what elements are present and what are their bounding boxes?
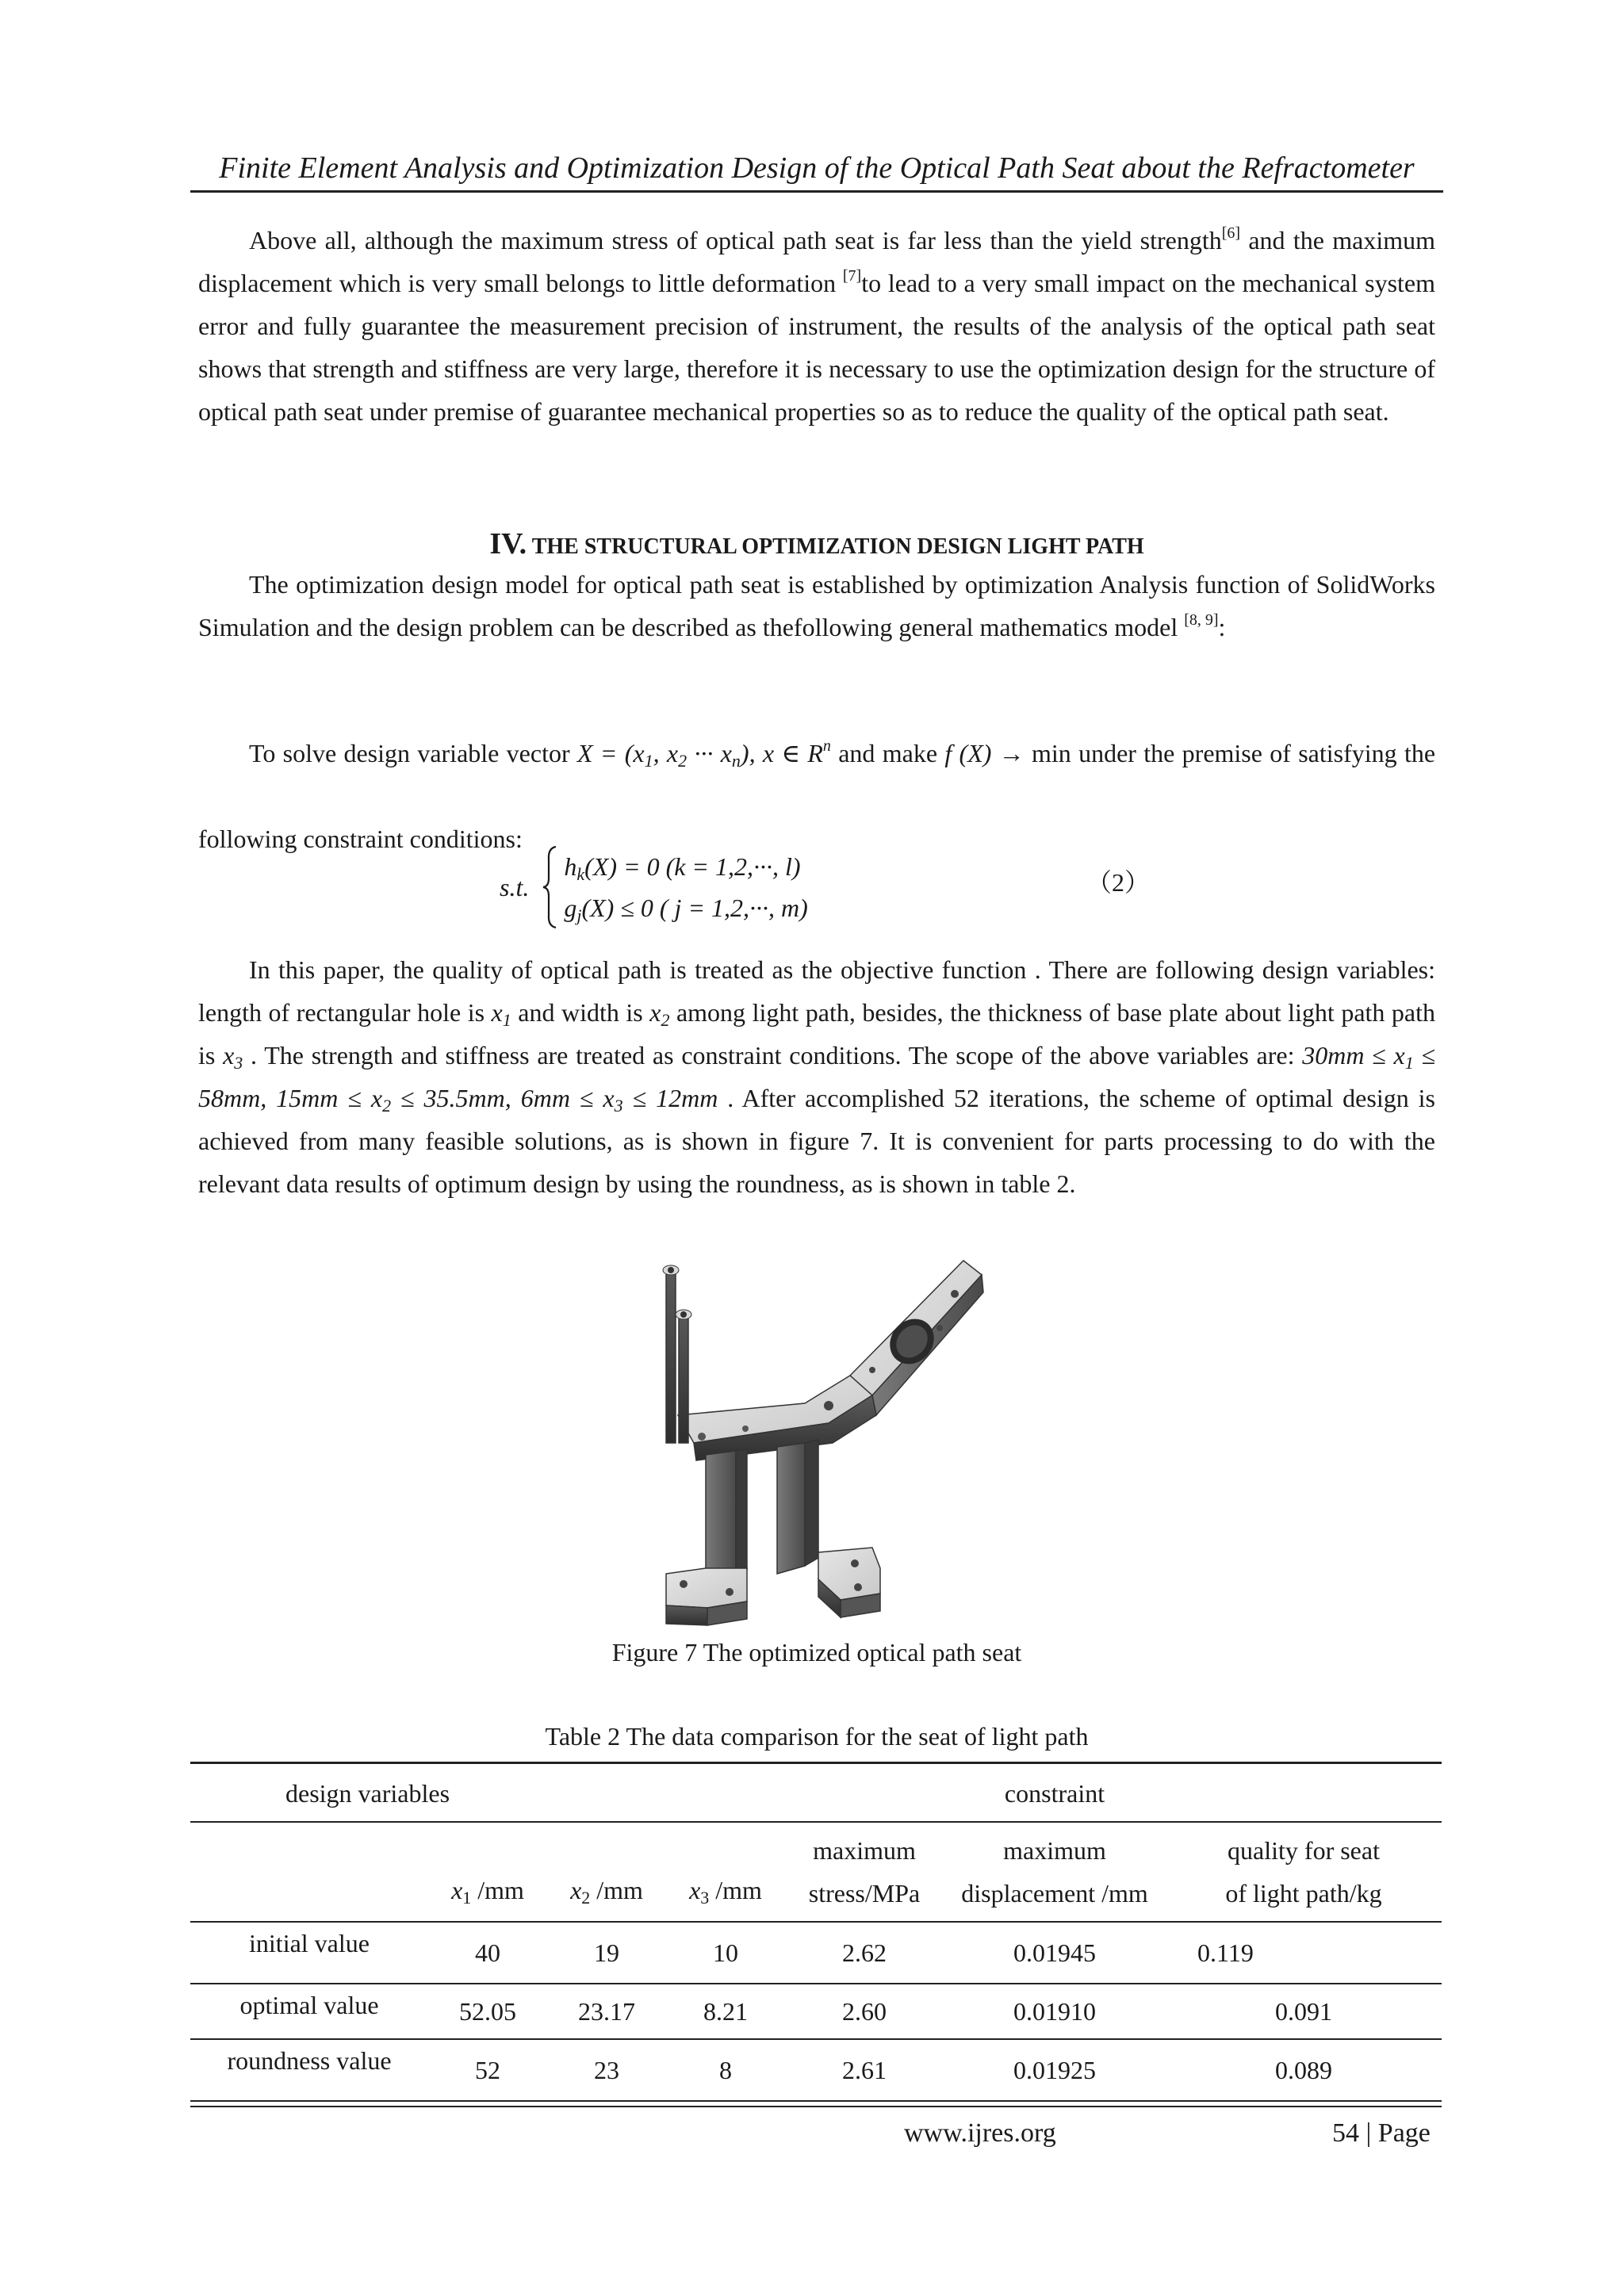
para3-text-a: To solve design variable vector <box>249 739 577 767</box>
para3-text-c: min under the premise of satisfying the following constraint conditions: <box>198 739 1436 853</box>
citation-6: [6] <box>1221 224 1241 242</box>
table-group-header-row <box>190 1766 1442 1822</box>
optical-path-seat-figure <box>634 1253 1015 1633</box>
objective-expression: f (X) → <box>944 739 1032 767</box>
cell-displacement: 0.01945 <box>1013 1938 1096 1967</box>
footer-divider <box>190 2106 1442 2107</box>
section-heading <box>198 526 1435 561</box>
table-column-header-row <box>190 1822 1442 1922</box>
group-design-variables: design variables <box>285 1779 450 1808</box>
col-header-quality: quality for seat of light path/kg <box>1225 1836 1382 1908</box>
cell-x1: 52.05 <box>459 1996 516 2026</box>
para1-text-c: to lead to a very small impact on the mechanical system error and fully guarantee the measurement precision of instrument, the results of the analysis of the optical path seat shows that strength and stiffness are very large, therefore it is necessary to use the optimization design for the structure of optical path seat under premise of guarantee mechanical properties so as to reduce the quality of the optical path seat. <box>198 269 1436 426</box>
data-comparison-table <box>190 1766 1442 2102</box>
citation-8-9: [8, 9] <box>1184 611 1219 629</box>
cell-quality: 0.089 <box>1275 2055 1332 2084</box>
cell-displacement: 0.01910 <box>1013 1996 1096 2026</box>
var-x1: $x_1$ <box>491 998 511 1030</box>
table-row <box>190 2039 1442 2101</box>
vector-x-expression: $X = (x_1$, $x_2$ ··· $x_n$), x ∈ $R^n$ <box>576 737 831 771</box>
header-divider <box>190 190 1443 193</box>
cell-stress: 2.61 <box>842 2055 887 2084</box>
table-caption: Table 2 The data comparison for the seat of light path <box>545 1722 1089 1751</box>
constraint-equation <box>500 844 808 931</box>
group-constraint: constraint <box>1004 1779 1105 1808</box>
table-row <box>190 1922 1442 1984</box>
subject-to-label: s.t. <box>500 872 530 901</box>
equation-number: （2） <box>1086 868 1151 897</box>
cell-stress: 2.62 <box>842 1938 887 1967</box>
cell-x3: 8 <box>719 2055 732 2084</box>
col-header-x1: $x_1$ /mm <box>451 1875 524 1908</box>
cell-x2: 23 <box>594 2055 619 2084</box>
table-top-rule <box>190 1762 1442 1764</box>
table-row <box>190 1984 1442 2039</box>
para1-text-a: Above all, although the maximum stress of optical path seat is far less than the yield strength <box>249 226 1222 254</box>
citation-7: [7] <box>842 267 862 285</box>
col-header-x2: $x_2$ /mm <box>570 1875 643 1908</box>
running-header: Finite Element Analysis and Optimization Design of the Optical Path Seat about the Refractometer <box>219 151 1415 185</box>
cell-x3: 8.21 <box>703 1996 748 2026</box>
cell-x2: 19 <box>594 1938 619 1967</box>
row-label: initial value <box>249 1929 370 1957</box>
cell-quality: 0.119 <box>1197 1938 1254 1967</box>
cell-x2: 23.17 <box>578 1996 635 2026</box>
col-header-x3: $x_3$ /mm <box>689 1875 762 1908</box>
section-number: IV. <box>489 527 527 561</box>
paragraph-design-variables: In this paper, the quality of optical path is treated as the objective function . There are following design variables: length of rectangular hole is $x_1$ and width is $x_2$ among light path, besides, the thickness of base plate about light path path is $x_3$ . The strength and stiffness are treated as constraint conditions. The scope of the above variables are: $30mm \le x_1 \le 58mm$, $15mm \le x_2 \le 35.5mm$, $6mm \le x_3 \le 12mm$ . After accomplished 52 iterations, the scheme of optimal design is achieved from many feasible solutions, as is shown in figure 7. It is convenient for parts processing to do with the relevant data results of optimum design by using the roundness, as is shown in table 2. <box>198 955 1436 1198</box>
var-x2: $x_2$ <box>649 998 670 1030</box>
para2-text-b: : <box>1218 613 1226 641</box>
row-label: roundness value <box>227 2046 392 2075</box>
para1-text-b: and the maximum displacement which is very small belongs to little deformation <box>198 226 1436 297</box>
cell-displacement: 0.01925 <box>1013 2055 1096 2084</box>
para3-text-b: and make <box>830 739 945 767</box>
var-x3: $x_3$ <box>223 1041 243 1073</box>
page-number: 54 | Page <box>1332 2118 1431 2148</box>
cell-x3: 10 <box>713 1938 738 1967</box>
cell-x1: 52 <box>475 2055 500 2084</box>
equality-constraint: $h_k(X) = 0$ (k = 1,2,···, l) <box>564 852 801 884</box>
variable-ranges: $30mm \le x_1 \le 58mm$, $15mm \le x_2 \le 35.5mm$, $6mm \le x_3 \le 12mm$ <box>198 1041 1436 1115</box>
paragraph-problem-statement <box>198 710 1435 882</box>
col-header-stress: maximum stress/MPa <box>808 1836 921 1908</box>
cell-quality: 0.091 <box>1275 1996 1332 2026</box>
journal-website: www.ijres.org <box>904 2118 1056 2148</box>
cell-stress: 2.60 <box>842 1996 887 2026</box>
paragraph-conclusion <box>198 219 1435 433</box>
inequality-constraint: $g_j(X) \le 0$ ( j = 1,2,···, m) <box>564 894 808 925</box>
section-title: THE STRUCTURAL OPTIMIZATION DESIGN LIGHT PATH <box>531 534 1144 559</box>
row-label: optimal value <box>239 1991 379 2019</box>
para2-text-a: The optimization design model for optical path seat is established by optimization Analysis function of SolidWorks Simulation and the design problem can be described as thefollowing general mathematics model <box>198 570 1435 641</box>
figure-caption: Figure 7 The optimized optical path seat <box>611 1638 1022 1667</box>
left-brace-icon <box>542 844 559 931</box>
paragraph-model-intro <box>198 563 1435 649</box>
cell-x1: 40 <box>475 1938 500 1967</box>
col-header-displacement: maximum displacement /mm <box>961 1836 1148 1908</box>
